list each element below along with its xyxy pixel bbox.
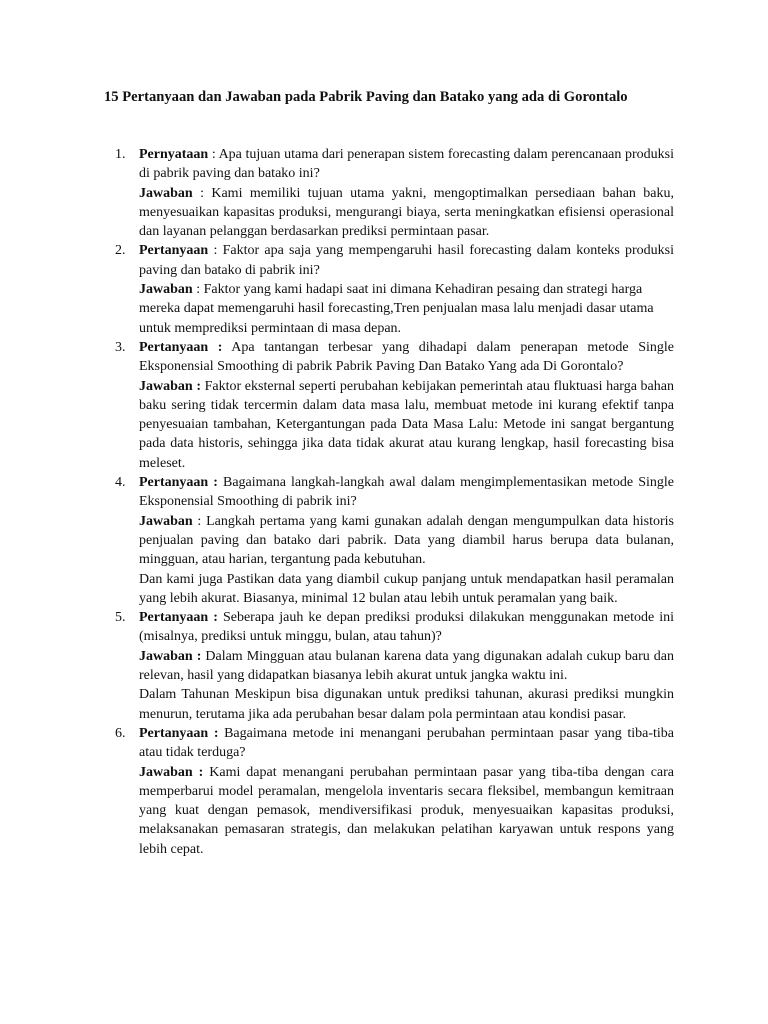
qa-item-6 <box>115 724 675 859</box>
question-text: Apa tantangan terbesar yang dihadapi dalam penerapan metode Single Eksponensial Smoothing di pabrik Pabrik Paving Dan Batako Yang ada Di Gorontalo? <box>139 339 674 375</box>
item-number: 6. <box>115 725 126 741</box>
item-number: 1. <box>115 147 126 162</box>
answer-text: Langkah pertama yang kami gunakan adalah dengan mengumpulkan data historis penjualan paving dan batako dari pabrik. Data yang diambil harus berupa data bulanan, mingguan, atau harian, tergantung pada kebutuhan. <box>139 513 674 568</box>
qa-item-3 <box>115 338 674 473</box>
qa-item-2 <box>115 241 674 337</box>
answer-label: Jawaban <box>139 513 193 529</box>
question-text: Faktor apa saja yang mempengaruhi hasil forecasting dalam konteks produksi paving dan batako di pabrik ini? <box>139 243 674 278</box>
qa-list <box>115 145 675 859</box>
question-label: Pertanyaan : <box>139 475 218 491</box>
document-title: 15 Pertanyaan dan Jawaban pada Pabrik Paving dan Batako yang ada di Gorontalo <box>104 89 628 105</box>
answer <box>139 512 674 570</box>
answer-extra: Dalam Tahunan Meskipun bisa digunakan untuk prediksi tahunan, akurasi prediksi mungkin menurun, terutama jika ada perubahan besar dalam pola permintaan atau kondisi pasar. <box>139 687 674 722</box>
question-text: Bagaimana metode ini menangani perubahan permintaan pasar yang tiba-tiba atau tidak terduga? <box>139 725 674 761</box>
answer <box>139 184 674 242</box>
question-label: Pertanyaan <box>139 243 209 259</box>
answer <box>139 280 674 338</box>
item-number: 5. <box>115 610 126 626</box>
question <box>139 241 674 280</box>
answer <box>139 647 674 686</box>
answer-separator: : <box>192 513 207 529</box>
question-text: Seberapa jauh ke depan prediksi produksi dilakukan menggunakan metode ini (misalnya, prediksi untuk minggu, bulan, atau tahun)? <box>139 610 674 645</box>
question-separator: : <box>208 147 219 162</box>
qa-item-4 <box>115 473 674 608</box>
question <box>139 724 674 763</box>
answer-text: Kami dapat menangani perubahan permintaan pasar yang tiba-tiba dengan cara memperbarui model peramalan, mengelola inventaris secara fleksibel, membangun kemitraan yang kuat dengan pemasok, mendiversifikasi produk, menyesuaikan kapasitas produksi, melaksanakan pemasaran strategis, dan melakukan pelatihan karyawan untuk respons yang lebih cepat. <box>139 764 675 857</box>
question-separator <box>222 340 231 355</box>
question <box>139 145 674 184</box>
question-label: Pernyataan <box>139 147 209 162</box>
item-number: 4. <box>115 475 126 491</box>
question <box>139 608 674 647</box>
answer-label: Jawaban <box>139 282 193 298</box>
answer-text: Faktor eksternal seperti perubahan kebijakan pemerintah atau fluktuasi harga bahan baku sering tidak tercermin dalam data masa lalu, membuat metode ini kurang efektif tanpa penyesuaian tambahan, Ketergantungan pada Data Masa Lalu: Metode ini sangat bergantung pada data historis, sehingga jika data tidak akurat atau kurang lengkap, hasil forecasting bisa meleset. <box>139 378 674 471</box>
item-number: 2. <box>115 243 126 259</box>
question-text: Apa tujuan utama dari penerapan sistem forecasting dalam perencanaan produksi di pabrik paving dan batako ini? <box>139 147 674 182</box>
question <box>139 338 674 377</box>
answer-label: Jawaban : <box>139 648 202 664</box>
answer-text: Dalam Mingguan atau bulanan karena data yang digunakan adalah cukup baru dan relevan, hasil yang didapatkan biasanya lebih akurat untuk jangka waktu ini. <box>139 648 674 684</box>
answer-separator: : <box>192 185 212 201</box>
answer <box>139 763 674 859</box>
answer-label: Jawaban : <box>139 764 204 780</box>
item-number: 3. <box>115 339 126 355</box>
answer-text: Faktor yang kami hadapi saat ini dimana Kehadiran pesaing dan strategi harga mereka dapat memengaruhi hasil forecasting,Tren penjualan masa lalu menjadi dasar utama untuk memprediksi permintaan di masa depan. <box>139 282 654 336</box>
qa-item-1 <box>115 145 675 241</box>
answer-label: Jawaban : <box>139 378 201 394</box>
question-label: Pertanyaan : <box>139 339 223 355</box>
question <box>139 473 674 512</box>
qa-item-5 <box>115 608 674 724</box>
question-text: Bagaimana langkah-langkah awal dalam mengimplementasikan metode Single Eksponensial Smoothing di pabrik ini? <box>139 475 674 510</box>
answer-label: Jawaban <box>139 185 193 201</box>
question-label: Pertanyaan : <box>139 725 219 741</box>
question-separator: : <box>208 243 223 259</box>
question-label: Pertanyaan : <box>139 610 218 626</box>
answer-extra: Dan kami juga Pastikan data yang diambil cukup panjang untuk mendapatkan hasil peramalan yang lebih akurat. Biasanya, minimal 12 bulan atau lebih untuk peramalan yang baik. <box>139 571 674 606</box>
answer-separator: : <box>192 282 204 298</box>
answer-text: Kami memiliki tujuan utama yakni, mengoptimalkan persediaan bahan baku, menyesuaikan kapasitas produksi, mengurangi biaya, serta meningkatkan efisiensi operasional dan layanan pelanggan berdasarkan prediksi permintaan pasar. <box>139 185 675 240</box>
answer <box>139 377 674 473</box>
